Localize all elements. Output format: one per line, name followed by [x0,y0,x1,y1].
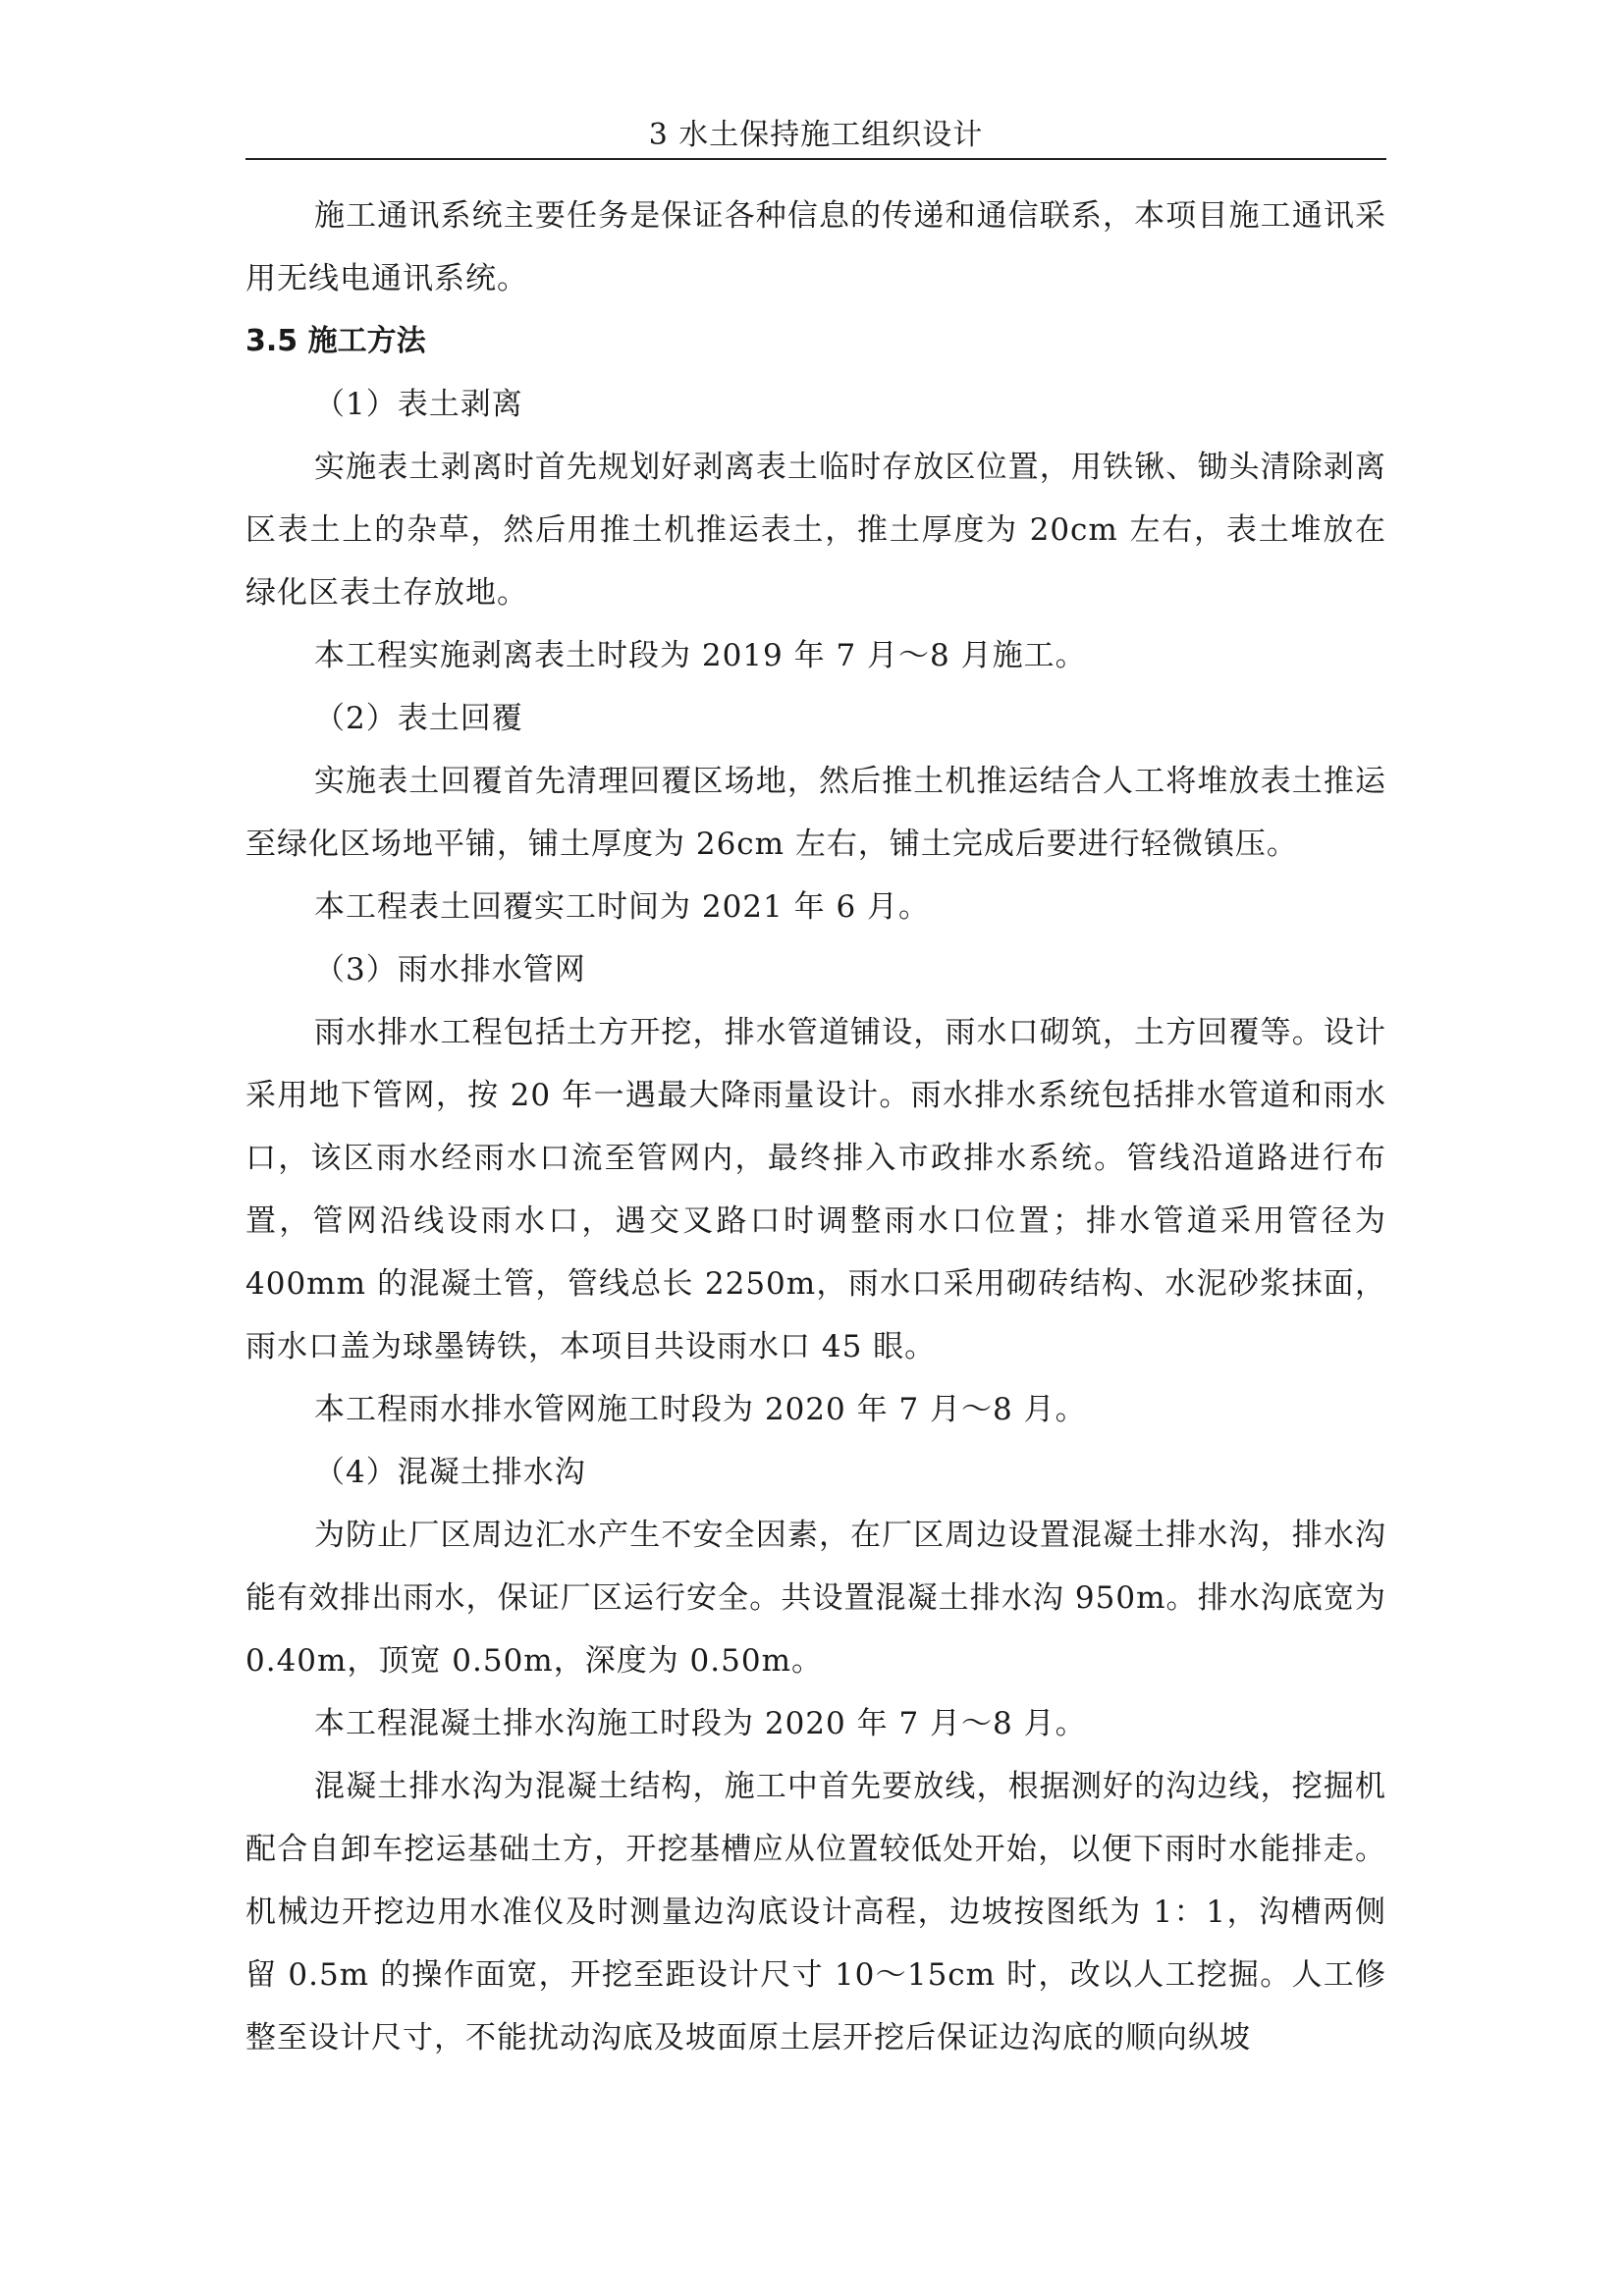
running-header-title: 3 水土保持施工组织设计 [648,118,984,152]
header-divider [245,158,1386,160]
section-heading: 3.5 施工方法 [245,324,426,358]
item-title-stormwater-network: （3）雨水排水管网 [314,952,586,988]
paragraph-concrete-ditch-method: 混凝土排水沟为混凝土结构，施工中首先要放线，根据测好的沟边线，挖掘机配合自卸车挖运基础土方，开挖基槽应从位置较低处开始，以便下雨时水能排走。机械边开挖边用水准仪及时测量边沟底设计高程，边坡按图纸为 1：1，沟槽两侧留 0.5m 的操作面宽，开挖至距设计尺寸 10～15cm 时，改以人工挖掘。人工修整至设计尺寸，不能扰动沟底及坡面原土层开挖后保证边沟底的顺向纵坡 [245,1769,1386,2056]
paragraph-concrete-ditch-schedule: 本工程混凝土排水沟施工时段为 2020 年 7 月～8 月。 [314,1706,1087,1741]
paragraph-topsoil-backfill: 实施表土回覆首先清理回覆区场地，然后推土机推运结合人工将堆放表土推运至绿化区场地平铺，铺土厚度为 26cm 左右，铺土完成后要进行轻微镇压。 [245,764,1386,862]
paragraph-concrete-ditch: 为防止厂区周边汇水产生不安全因素，在厂区周边设置混凝土排水沟，排水沟能有效排出雨水，保证厂区运行安全。共设置混凝土排水沟 950m。排水沟底宽为 0.40m，顶宽 0.50m，深度为 0.50m。 [245,1518,1386,1679]
paragraph-topsoil-stripping-schedule: 本工程实施剥离表土时段为 2019 年 7 月～8 月施工。 [314,638,1087,673]
paragraph-communication: 施工通讯系统主要任务是保证各种信息的传递和通信联系，本项目施工通讯采用无线电通讯系统。 [245,198,1386,296]
paragraph-stormwater-network: 雨水排水工程包括土方开挖，排水管道铺设，雨水口砌筑，土方回覆等。设计采用地下管网，按 20 年一遇最大降雨量设计。雨水排水系统包括排水管道和雨水口，该区雨水经雨水口流至管网内，最终排入市政排水系统。管线沿道路进行布置，管网沿线设雨水口，遇交叉路口时调整雨水口位置；排水管道采用管径为 400mm 的混凝土管，管线总长 2250m，雨水口采用砌砖结构、水泥砂浆抹面，雨水口盖为球墨铸铁，本项目共设雨水口 45 眼。 [245,1015,1386,1364]
document-body [245,185,1386,2069]
paragraph-topsoil-backfill-schedule: 本工程表土回覆实工时间为 2021 年 6 月。 [314,889,931,925]
paragraph-topsoil-stripping: 实施表土剥离时首先规划好剥离表土临时存放区位置，用铁锹、锄头清除剥离区表土上的杂草，然后用推土机推运表土，推土厚度为 20cm 左右，表土堆放在绿化区表土存放地。 [245,450,1386,611]
paragraph-stormwater-schedule: 本工程雨水排水管网施工时段为 2020 年 7 月～8 月。 [314,1392,1087,1427]
item-title-concrete-ditch: （4）混凝土排水沟 [314,1455,586,1490]
item-title-topsoil-backfill: （2）表土回覆 [314,701,523,736]
item-title-topsoil-stripping: （1）表土剥离 [314,387,523,422]
